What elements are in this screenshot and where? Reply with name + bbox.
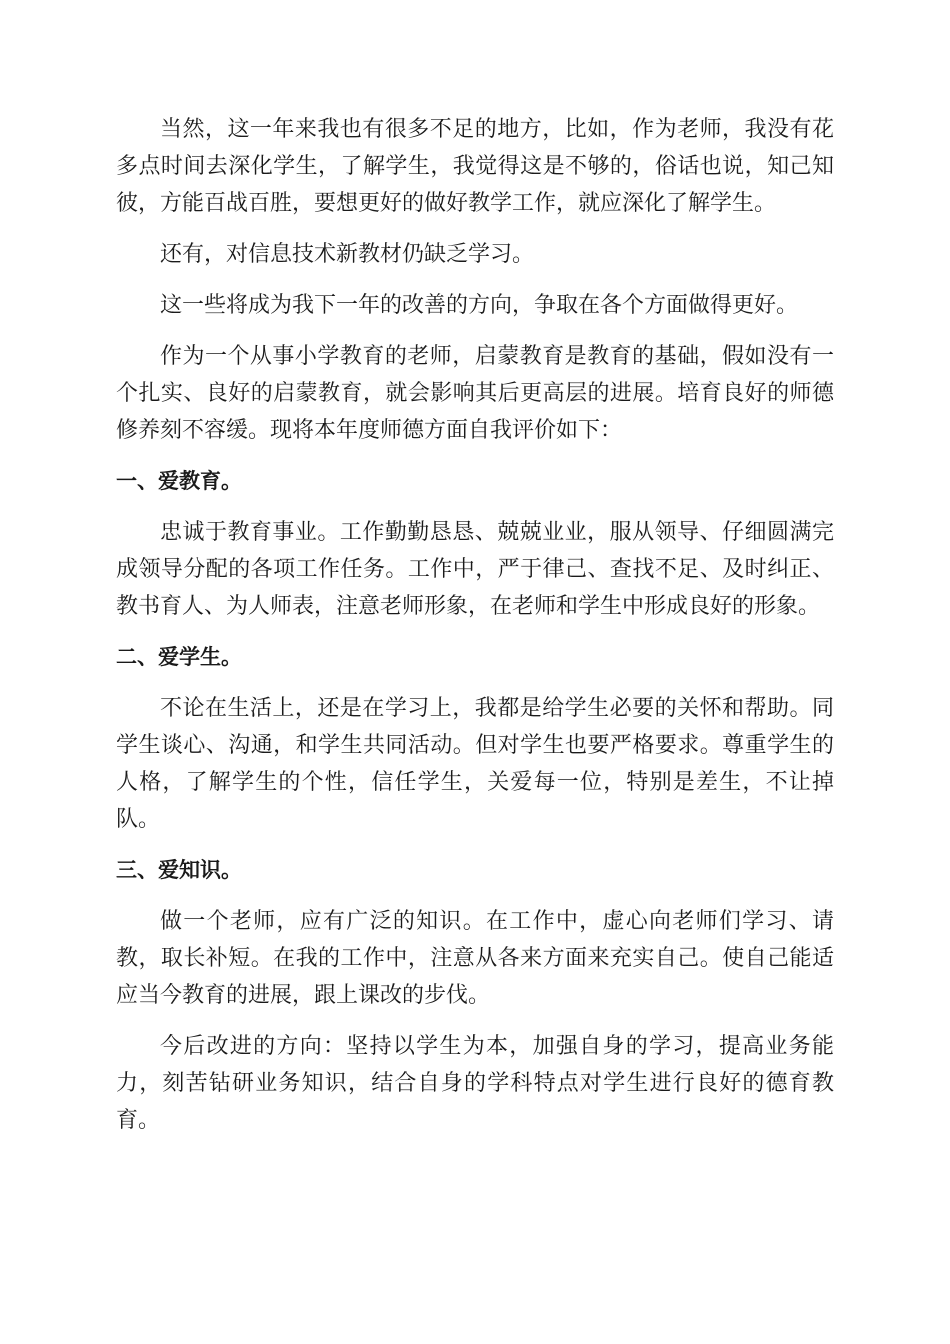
- paragraph: 作为一个从事小学教育的老师，启蒙教育是教育的基础，假如没有一个扎实、良好的启蒙教育，就会影响其后更高层的进展。培育良好的师德修养刻不容缓。现将本年度师德方面自我评价如下：: [116, 344, 834, 443]
- paragraph: 今后改进的方向：坚持以学生为本，加强自身的学习，提高业务能力，刻苦钻研业务知识，结合自身的学科特点对学生进行良好的德育教育。: [116, 1034, 834, 1133]
- section-heading: 一、爱教育。: [116, 469, 242, 493]
- section-heading: 二、爱学生。: [116, 645, 242, 669]
- paragraph: 不论在生活上，还是在学习上，我都是给学生必要的关怀和帮助。同学生谈心、沟通，和学生共同活动。但对学生也要严格要求。尊重学生的人格，了解学生的个性，信任学生，关爱每一位，特别是差生，不让掉队。: [116, 696, 834, 832]
- document-body: [116, 111, 834, 1153]
- paragraph: 这一些将成为我下一年的改善的方向，争取在各个方面做得更好。: [160, 293, 799, 318]
- paragraph: 当然，这一年来我也有很多不足的地方，比如，作为老师，我没有花多点时间去深化学生，了解学生，我觉得这是不够的，俗话也说，知己知彼，方能百战百胜，要想更好的做好教学工作，就应深化了解学生。: [116, 117, 834, 216]
- paragraph: 做一个老师，应有广泛的知识。在工作中，虚心向老师们学习、请教，取长补短。在我的工作中，注意从各来方面来充实自己。使自己能适应当今教育的进展，跟上课改的步伐。: [116, 909, 834, 1008]
- paragraph: 忠诚于教育事业。工作勤勤恳恳、兢兢业业，服从领导、仔细圆满完成领导分配的各项工作任务。工作中，严于律己、查找不足、及时纠正、教书育人、为人师表，注意老师形象，在老师和学生中形成良好的形象。: [116, 520, 834, 619]
- section-heading: 三、爱知识。: [116, 858, 242, 882]
- paragraph: 还有，对信息技术新教材仍缺乏学习。: [160, 242, 535, 267]
